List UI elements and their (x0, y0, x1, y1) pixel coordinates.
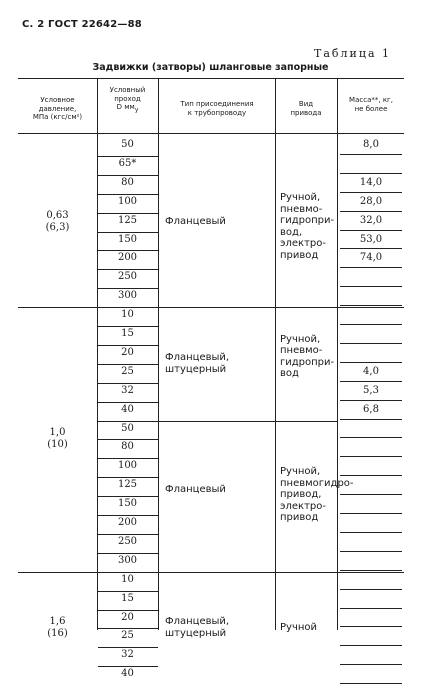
mass-underline (340, 551, 402, 552)
passage-cell: 25 (121, 630, 134, 642)
mass-cell: 14,0 (359, 176, 383, 188)
mass-underline (340, 513, 402, 514)
table-top-rule (18, 78, 404, 79)
passage-cell: 125 (117, 479, 138, 491)
valves-table (18, 78, 404, 680)
mass-underline (340, 456, 402, 457)
passage-row-rule (98, 610, 158, 611)
passage-row-rule (98, 647, 158, 648)
passage-row-rule (98, 553, 158, 554)
passage-row-rule (98, 364, 158, 365)
mass-underline (340, 608, 402, 609)
passage-cell: 250 (117, 271, 138, 283)
passage-row-rule (98, 232, 158, 233)
mass-cell: 28,0 (359, 195, 383, 207)
mass-underline (340, 305, 402, 306)
passage-row-rule (98, 402, 158, 403)
passage-cell: 10 (121, 573, 134, 585)
passage-row-rule (98, 439, 158, 440)
passage-row-rule (98, 156, 158, 157)
header-passage-text: Условный проход D мм (109, 86, 146, 111)
passage-row-rule (98, 175, 158, 176)
passage-row-rule (98, 458, 158, 459)
mass-underline (340, 230, 402, 231)
mass-underline (340, 173, 402, 174)
mass-cell: 74,0 (359, 252, 383, 264)
passage-row-rule (98, 383, 158, 384)
header-connection: Тип присоединения к трубопроводу (180, 100, 254, 117)
mass-underline (340, 419, 402, 420)
passage-cell: 250 (117, 535, 138, 547)
connection-cell: Фланцевый, штуцерный (165, 616, 230, 640)
mass-cell: 5,3 (363, 384, 379, 396)
passage-row-rule (98, 591, 158, 592)
passage-cell: 40 (121, 403, 134, 415)
header-mass: Масса**, кг, не более (349, 96, 393, 113)
col-divider-4 (337, 78, 338, 630)
drive-cell: Ручной, пневмогидро- привод, электро- привод (280, 466, 354, 524)
passage-cell: 10 (121, 309, 134, 321)
passage-cell: 20 (121, 611, 134, 623)
passage-row-rule (98, 515, 158, 516)
passage-cell: 32 (121, 649, 134, 661)
passage-row-rule (98, 250, 158, 251)
passage-row-rule (98, 269, 158, 270)
passage-cell: 15 (121, 328, 134, 339)
mass-underline (340, 381, 402, 382)
passage-cell: 300 (117, 554, 138, 566)
passage-row-rule (98, 477, 158, 478)
passage-row-rule (98, 288, 158, 289)
connection-cell: Фланцевый (165, 484, 226, 496)
passage-cell: 80 (121, 441, 134, 453)
mass-cell: 4,0 (363, 365, 379, 377)
passage-cell: 200 (117, 517, 138, 528)
mass-underline (340, 626, 402, 627)
passage-cell: 40 (121, 668, 134, 680)
passage-cell: 50 (121, 139, 134, 150)
passage-cell: 15 (121, 592, 134, 604)
mass-underline (340, 286, 402, 287)
drive-cell: Ручной, пневмо- гидропри- вод, электро- привод (280, 192, 335, 261)
header-passage (98, 86, 157, 115)
connection-cell: Фланцевый (165, 216, 226, 228)
mass-cell: 6,8 (363, 403, 379, 415)
passage-cell: 150 (117, 233, 138, 245)
mass-underline (340, 192, 402, 193)
mass-cell: 8,0 (363, 139, 379, 150)
mass-underline (340, 494, 402, 495)
pressure-cell: 1,0 (10) (47, 427, 68, 451)
header-pressure: Условное давление, МПа (кгс/см²) (32, 96, 83, 121)
mass-underline (340, 267, 402, 268)
mass-underline (340, 211, 402, 212)
passage-row-rule (98, 628, 158, 629)
passage-cell: 20 (121, 346, 134, 358)
passage-row-rule (98, 194, 158, 195)
mass-cell: 32,0 (359, 214, 383, 226)
mass-underline (340, 362, 402, 363)
passage-cell: 32 (121, 384, 134, 396)
mass-underline (340, 324, 402, 325)
drive-cell: Ручной, пневмо- гидропри- вод (280, 333, 335, 380)
connection-cell: Фланцевый, штуцерный (165, 351, 230, 375)
drive-cell: Ручной (280, 622, 318, 634)
passage-cell: 125 (117, 214, 138, 226)
mass-underline (340, 248, 402, 249)
mass-underline (340, 437, 402, 438)
header-passage-sub: у (134, 106, 139, 114)
mass-underline (340, 664, 402, 665)
mass-underline (340, 154, 402, 155)
passage-cell: 25 (121, 365, 134, 377)
mass-underline (340, 570, 402, 571)
mass-underline (340, 532, 402, 533)
passage-cell: 150 (117, 498, 138, 510)
mass-underline (340, 645, 402, 646)
passage-cell: 300 (117, 290, 138, 302)
mass-underline (340, 589, 402, 590)
passage-cell: 65* (118, 157, 137, 169)
table-number: Таблица 1 (314, 47, 391, 60)
subgroup-rule (98, 421, 338, 422)
passage-cell: 80 (121, 176, 134, 188)
mass-cell: 53,0 (359, 233, 383, 245)
mass-underline (340, 343, 402, 344)
passage-row-rule (98, 345, 158, 346)
page-header: С. 2 ГОСТ 22642—88 (22, 19, 142, 30)
passage-cell: 100 (117, 195, 138, 207)
pressure-cell: 0,63 (6,3) (45, 210, 70, 234)
passage-row-rule (98, 496, 158, 497)
passage-cell: 200 (117, 252, 138, 264)
passage-row-rule (98, 326, 158, 327)
passage-row-rule (98, 534, 158, 535)
passage-row-rule (98, 666, 158, 667)
passage-cell: 50 (121, 422, 134, 434)
table-title: Задвижки (затворы) шланговые запорные (92, 62, 329, 73)
group-rule (18, 307, 404, 308)
header-drive: Вид привода (290, 100, 322, 117)
mass-underline (340, 400, 402, 401)
group-rule (18, 572, 404, 573)
pressure-cell: 1,6 (16) (47, 616, 68, 640)
mass-underline (340, 475, 402, 476)
passage-cell: 100 (117, 460, 138, 472)
header-bottom-rule (18, 133, 404, 134)
passage-row-rule (98, 213, 158, 214)
